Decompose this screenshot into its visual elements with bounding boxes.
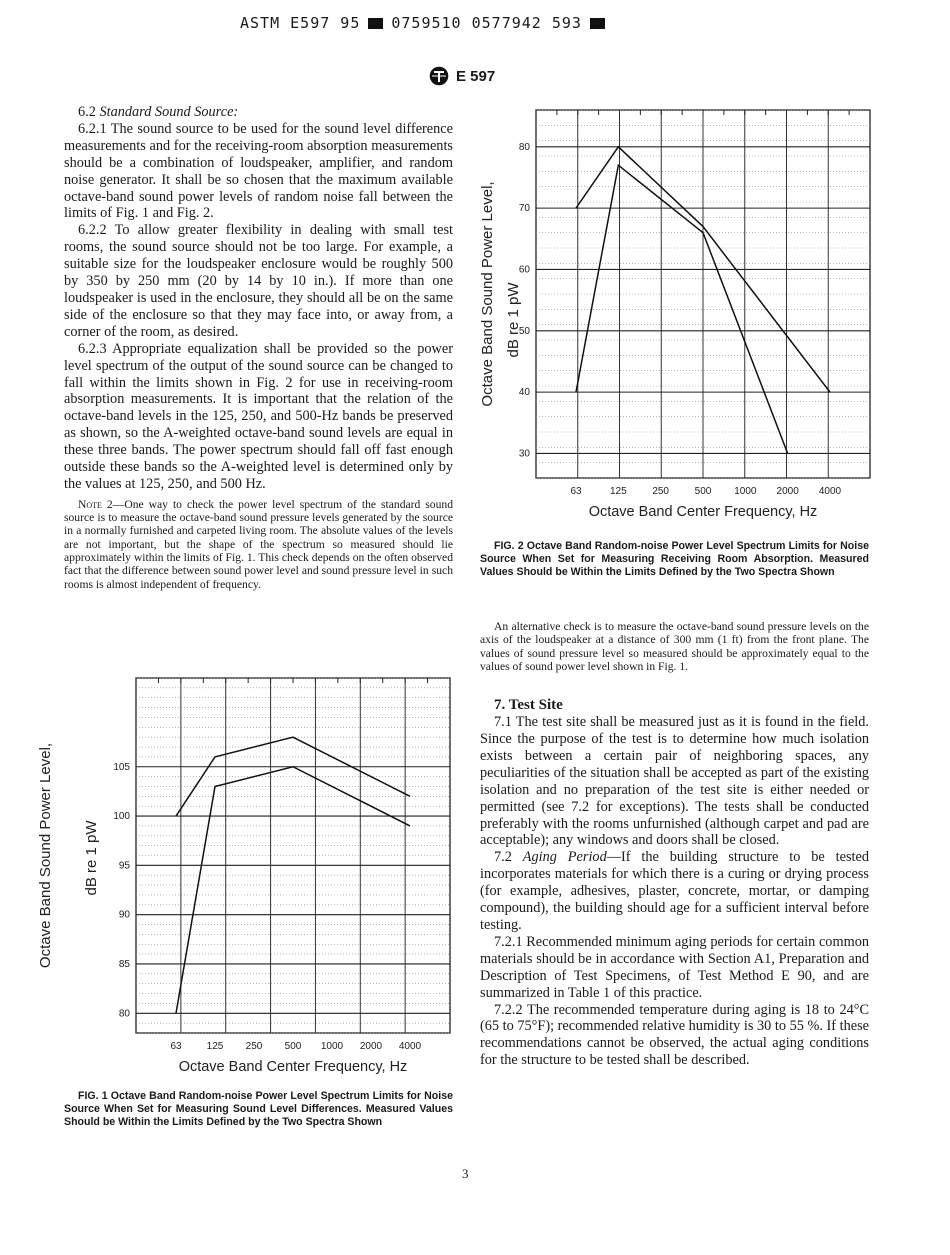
section-6-2-heading: 6.2 Standard Sound Source: (78, 104, 239, 120)
fig2-x-tick-label: 4000 (818, 486, 842, 497)
paragraph-6-2-1: 6.2.1 The sound source to be used for the sound level difference measurements and for the receiving-room absorption measurements should be a combination of loudspeaker, amplifier, and random noise generator. It shall be so chosen that the maximum available octave-band sound power levels of random noise fall between the limits of Fig. 1 and Fig. 2. (64, 120, 453, 222)
fig2-y-tick-label: 80 (518, 141, 530, 153)
astm-logo (428, 66, 495, 86)
header-mark-1 (368, 18, 383, 29)
fig1-x-tick-label: 2000 (359, 1041, 383, 1052)
fig2-x-tick-label: 63 (570, 486, 582, 497)
section-6-2-title: Standard Sound Source: (99, 104, 239, 120)
figure-1-caption: FIG. 1 Octave Band Random-noise Power Level Spectrum Limits for Noise Source When Set for Measuring Sound Level Differences. Measured Values Should be Within the Limits Defined by the Two Spectra Shown (64, 1090, 453, 1128)
fig2-x-axis-label: Octave Band Center Frequency, Hz (588, 504, 818, 520)
paragraph-7-2-2: 7.2.2 The recommended temperature during aging is 18 to 24°C (65 to 75°F); recommended relative humidity is 30 to 55 %. If these recommendations cannot be observed, the actual aging conditions for the structure to be tested shall be described. (480, 1001, 869, 1069)
fig1-x-axis-label: Octave Band Center Frequency, Hz (178, 1059, 408, 1075)
fig1-x-tick-label: 1000 (320, 1041, 344, 1052)
fig1-y-tick-label: 95 (118, 860, 130, 872)
fig2-x-tick-label: 125 (609, 486, 627, 497)
paragraph-7-1: 7.1 The test site shall be measured just as it is found in the field. Since the purpose of the test is to determine how much isolation exists between a certain pair of neighboring spaces, any peculiarities of the situation shall be accepted as part of the existing isolation and no preparation of the test site is either needed or permitted (see 7.2 for exceptions). The tests shall be conducted preferably with the rooms unfurnished (although carpet and pad are acceptable); any windows and doors shall be closed. (480, 714, 869, 849)
paragraph-6-2-2: 6.2.2 To allow greater flexibility in dealing with small test rooms, the sound source should not be too large. For example, a suitable size for the loudspeaker enclosure would be roughly 500 by 350 by 250 mm (20 by 14 by 10 in.). If more than one loudspeaker is used in the enclosure, they should all be on the same side of the enclosure so that they may face into, or away from, a corner of the room, as desired. (64, 222, 453, 340)
paragraph-7-2: 7.2 Aging Period—If the building structure to be tested incorporates materials for which there is a curing or drying process (for example, adhesives, plaster, concrete, mortar, or damping compound), the building should age for a sufficient interval before testing. (480, 849, 869, 933)
fig2-y-tick-label: 30 (518, 448, 530, 460)
figure-2-caption-block (480, 540, 869, 579)
fig2-y-tick-label: 40 (518, 387, 530, 399)
paragraph-6-2-3: 6.2.3 Appropriate equalization shall be provided so the power level spectrum of the output of the sound source can be changed to fall within the limits shown in Fig. 2 for use in receiving-room absorption measurements. It is important that the relation of the octave-band levels in the 125, 250, and 500-Hz bands be preserved as shown, so the A-weighted octave-band sound levels are equal in these three bands. The power spectrum should fall off fast enough outside these bands so the A-weighted level is determined only by the values at 125, 250, and 500 Hz. (64, 340, 453, 492)
figure-1-caption-block (64, 1090, 453, 1129)
note-2 (64, 498, 453, 591)
document-header (240, 14, 660, 32)
figure-2-caption: FIG. 2 Octave Band Random-noise Power Level Spectrum Limits for Noise Source When Set for Measuring Receiving Room Absorption. Measured Values Should be Within the Limits Defined by the Two Spectra Shown (480, 540, 869, 578)
header-mark-2 (590, 18, 605, 29)
fig2-y-axis-unit-label: dB re 1 pW (505, 282, 522, 358)
paragraph-7-2-1: 7.2.1 Recommended minimum aging periods for certain common materials should be in accordance with Section A1, Preparation and Description of Test Specimens, of Test Method E 90, and are summarized in Table 1 of this practice. (480, 933, 869, 1001)
page-number: 3 (462, 1166, 469, 1181)
left-column (64, 104, 453, 591)
fig2-x-tick-label: 1000 (734, 486, 757, 497)
astm-emblem-icon (428, 66, 450, 86)
section-7-2-title: Aging Period (522, 849, 607, 866)
fig1-y-tick-label: 105 (113, 761, 130, 773)
right-column-text (480, 620, 869, 1069)
header-designation: ASTM E597 95 (240, 14, 361, 32)
fig1-x-tick-label: 63 (170, 1041, 182, 1052)
fig2-y-tick-label: 60 (518, 264, 530, 276)
fig1-y-tick-label: 90 (118, 909, 130, 921)
figure-1-chart (30, 668, 460, 1078)
fig1-series-lower-line (176, 767, 410, 1014)
fig1-x-tick-label: 500 (284, 1041, 302, 1052)
fig2-y-tick-label: 70 (518, 203, 530, 215)
fig1-y-tick-label: 100 (113, 811, 130, 823)
fig2-y-axis-label: Octave Band Sound Power Level, (479, 181, 496, 407)
fig1-y-axis-label: Octave Band Sound Power Level, (37, 742, 54, 969)
fig1-x-tick-label: 250 (245, 1041, 263, 1052)
fig2-x-tick-label: 250 (652, 486, 670, 497)
figure-2-chart (472, 100, 882, 535)
fig2-y-tick-label: 50 (518, 325, 530, 337)
alternative-check-note: An alternative check is to measure the octave-band sound pressure levels on the axis of the loudspeaker at a distance of 300 mm (1 ft) from the front plane. The values of sound pressure level so measured should be approximately equal to the values of sound power level shown in Fig. 1. (480, 620, 869, 673)
note-text: —One way to check the power level spectrum of the standard sound source is to measure the octave-band sound pressure levels generated by the source in a normally furnished and carpeted living room. The absolute values of the levels are not important, but the shape of the spectrum so measured should lie approximately within the limits of Fig. 1. This check depends on the often observed fact that the difference between sound power level and sound pressure level in such rooms is almost independent of frequency. (64, 497, 453, 591)
fig1-x-tick-label: 4000 (398, 1041, 422, 1052)
note-label: Note 2 (78, 497, 113, 511)
fig1-y-tick-label: 85 (118, 958, 130, 970)
fig1-y-axis-unit-label: dB re 1 pW (83, 820, 100, 896)
section-7-title: 7. Test Site (494, 697, 563, 714)
fig1-x-tick-label: 125 (206, 1041, 224, 1052)
fig1-y-tick-label: 80 (118, 1008, 130, 1020)
header-doc-code: 0759510 0577942 593 (391, 14, 582, 32)
standard-number: E 597 (456, 67, 496, 85)
fig2-x-tick-label: 2000 (776, 486, 799, 497)
fig2-x-tick-label: 500 (694, 486, 712, 497)
